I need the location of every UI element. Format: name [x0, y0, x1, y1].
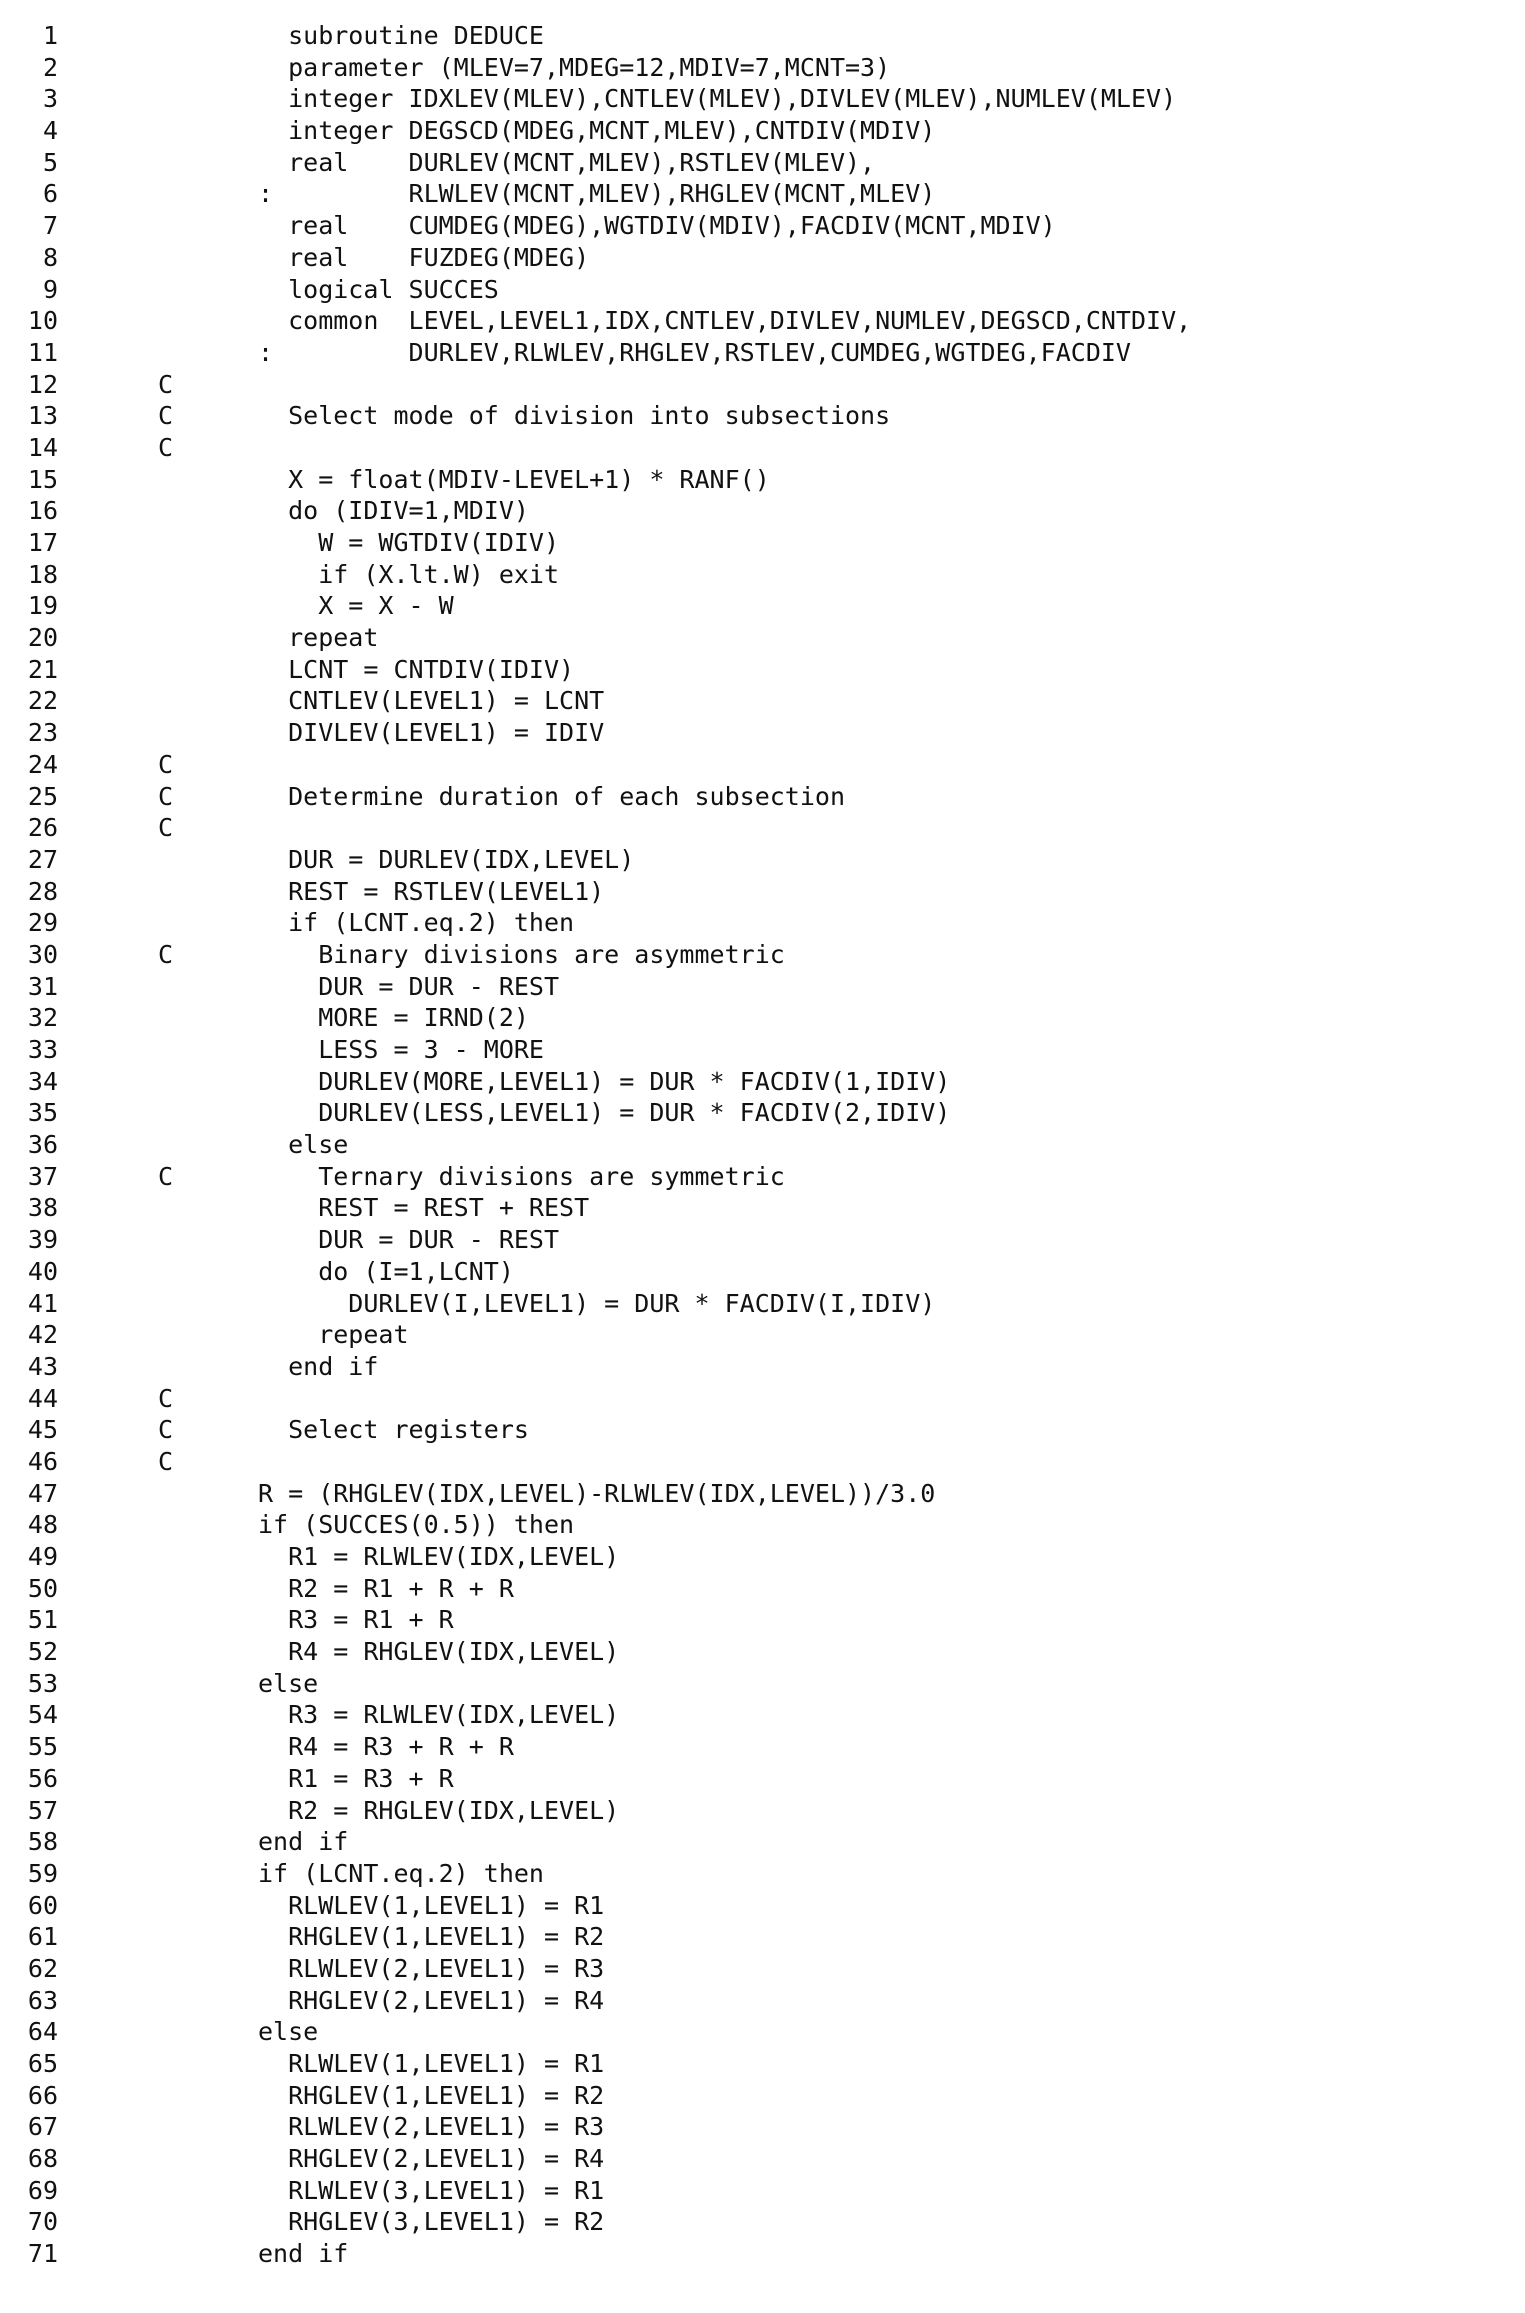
- code-line: [0, 1604, 1525, 1636]
- line-number: 56: [27, 1763, 58, 1793]
- code-line: [0, 1414, 1525, 1446]
- code-line: [0, 1795, 1525, 1827]
- code-text: if (SUCCES(0.5)) then: [258, 1510, 575, 1540]
- line-number: 13: [27, 401, 58, 431]
- line-number: 28: [27, 876, 58, 906]
- code-line: [0, 1351, 1525, 1383]
- code-line: [0, 52, 1525, 84]
- code-line: [0, 1319, 1525, 1351]
- code-line: [0, 685, 1525, 717]
- code-line: [0, 20, 1525, 52]
- line-number: 48: [27, 1510, 58, 1540]
- code-line: [0, 242, 1525, 274]
- comment-marker: C: [158, 432, 174, 462]
- code-line: [0, 1256, 1525, 1288]
- code-line: [0, 1668, 1525, 1700]
- code-text: RHGLEV(2,LEVEL1) = R4: [258, 1985, 605, 2015]
- code-line: [0, 654, 1525, 686]
- code-text: RHGLEV(1,LEVEL1) = R2: [258, 2080, 605, 2110]
- code-text: R2 = RHGLEV(IDX,LEVEL): [258, 1795, 620, 1825]
- line-number: 43: [27, 1351, 58, 1381]
- code-text: real FUZDEG(MDEG): [258, 242, 590, 272]
- code-line: [0, 812, 1525, 844]
- code-line: [0, 1953, 1525, 1985]
- code-line: [0, 527, 1525, 559]
- line-number: 66: [27, 2080, 58, 2110]
- code-line: [0, 1985, 1525, 2017]
- code-line: [0, 2048, 1525, 2080]
- line-number: 49: [27, 1542, 58, 1571]
- line-number: 15: [27, 464, 58, 494]
- code-text: RLWLEV(1,LEVEL1) = R1: [258, 2049, 605, 2078]
- code-text: LCNT = CNTDIV(IDIV): [258, 654, 575, 684]
- code-text: DURLEV(MORE,LEVEL1) = DUR * FACDIV(1,IDIV): [258, 1066, 951, 1096]
- code-listing: [0, 20, 1525, 2270]
- line-number: 14: [27, 432, 58, 462]
- line-number: 51: [27, 1605, 58, 1635]
- code-line: [0, 369, 1525, 401]
- code-text: DIVLEV(LEVEL1) = IDIV: [258, 718, 605, 748]
- comment-marker: C: [158, 749, 174, 779]
- code-text: else: [258, 2017, 319, 2047]
- code-line: [0, 1097, 1525, 1129]
- code-text: : DURLEV,RLWLEV,RHGLEV,RSTLEV,CUMDEG,WGTDEG,FACDIV: [258, 337, 1131, 367]
- line-number: 32: [27, 1003, 58, 1033]
- line-number: 47: [27, 1478, 58, 1508]
- code-text: integer DEGSCD(MDEG,MCNT,MLEV),CNTDIV(MDIV): [258, 116, 936, 146]
- code-text: repeat: [258, 1320, 409, 1350]
- code-text: R1 = R3 + R: [258, 1763, 454, 1793]
- code-line: [0, 1161, 1525, 1193]
- code-line: [0, 2238, 1525, 2270]
- code-line: [0, 337, 1525, 369]
- code-text: DURLEV(LESS,LEVEL1) = DUR * FACDIV(2,IDIV): [258, 1098, 951, 1128]
- code-text: R2 = R1 + R + R: [258, 1573, 514, 1603]
- code-text: RHGLEV(2,LEVEL1) = R4: [258, 2144, 605, 2174]
- code-text: RLWLEV(2,LEVEL1) = R3: [258, 1953, 605, 1983]
- code-line: [0, 907, 1525, 939]
- line-number: 35: [27, 1098, 58, 1128]
- line-number: 20: [27, 623, 58, 653]
- line-number: 7: [42, 211, 58, 241]
- code-text: do (IDIV=1,MDIV): [258, 496, 529, 526]
- code-line: [0, 1731, 1525, 1763]
- line-number: 61: [27, 1922, 58, 1952]
- line-number: 4: [42, 116, 58, 146]
- code-line: [0, 83, 1525, 115]
- code-text: RHGLEV(3,LEVEL1) = R2: [258, 2207, 605, 2237]
- line-number: 5: [42, 147, 58, 177]
- code-text: end if: [258, 1827, 349, 1857]
- code-line: [0, 559, 1525, 591]
- code-text: DUR = DUR - REST: [258, 1225, 560, 1255]
- line-number: 39: [27, 1225, 58, 1255]
- code-line: [0, 178, 1525, 210]
- code-line: [0, 1826, 1525, 1858]
- code-text: if (LCNT.eq.2) then: [258, 1858, 544, 1888]
- comment-marker: C: [158, 1383, 174, 1413]
- line-number: 25: [27, 781, 58, 811]
- comment-marker: C: [158, 813, 174, 843]
- code-text: real DURLEV(MCNT,MLEV),RSTLEV(MLEV),: [258, 147, 876, 177]
- code-line: [0, 1636, 1525, 1668]
- comment-marker: C: [158, 939, 174, 969]
- code-line: [0, 432, 1525, 464]
- code-line: [0, 1002, 1525, 1034]
- line-number: 16: [27, 496, 58, 526]
- code-line: [0, 400, 1525, 432]
- line-number: 6: [42, 179, 58, 209]
- code-text: subroutine DEDUCE: [258, 21, 544, 50]
- line-number: 23: [27, 718, 58, 748]
- code-text: REST = RSTLEV(LEVEL1): [258, 876, 605, 906]
- code-text: R4 = RHGLEV(IDX,LEVEL): [258, 1637, 620, 1667]
- line-number: 40: [27, 1256, 58, 1286]
- code-text: : RLWLEV(MCNT,MLEV),RHGLEV(MCNT,MLEV): [258, 179, 936, 209]
- line-number: 31: [27, 971, 58, 1001]
- code-text: RLWLEV(3,LEVEL1) = R1: [258, 2175, 605, 2205]
- code-line: [0, 1129, 1525, 1161]
- line-number: 62: [27, 1953, 58, 1983]
- comment-marker: C: [158, 369, 174, 399]
- line-number: 36: [27, 1130, 58, 1160]
- line-number: 17: [27, 528, 58, 557]
- code-line: [0, 495, 1525, 527]
- code-text: R3 = R1 + R: [258, 1605, 454, 1635]
- line-number: 67: [27, 2112, 58, 2142]
- code-line: [0, 2111, 1525, 2143]
- line-number: 71: [27, 2239, 58, 2269]
- code-line: [0, 2175, 1525, 2207]
- code-line: [0, 115, 1525, 147]
- line-number: 45: [27, 1415, 58, 1445]
- code-line: [0, 622, 1525, 654]
- comment-marker: C: [158, 1161, 174, 1191]
- code-line: [0, 1921, 1525, 1953]
- line-number: 12: [27, 369, 58, 399]
- code-text: logical SUCCES: [258, 274, 499, 304]
- line-number: 38: [27, 1193, 58, 1223]
- line-number: 42: [27, 1320, 58, 1350]
- code-text: Select registers: [258, 1415, 529, 1445]
- code-text: integer IDXLEV(MLEV),CNTLEV(MLEV),DIVLEV(MLEV),NUMLEV(MLEV): [258, 84, 1177, 114]
- line-number: 29: [27, 908, 58, 938]
- line-number: 21: [27, 654, 58, 684]
- line-number: 11: [27, 337, 58, 367]
- code-line: [0, 1383, 1525, 1415]
- code-text: Binary divisions are asymmetric: [258, 939, 785, 969]
- code-line: [0, 939, 1525, 971]
- code-line: [0, 1288, 1525, 1320]
- line-number: 57: [27, 1795, 58, 1825]
- line-number: 8: [42, 242, 58, 272]
- code-line: [0, 1858, 1525, 1890]
- line-number: 52: [27, 1637, 58, 1667]
- code-text: R = (RHGLEV(IDX,LEVEL)-RLWLEV(IDX,LEVEL))/3.0: [258, 1478, 936, 1508]
- code-text: DUR = DUR - REST: [258, 971, 560, 1001]
- code-text: Ternary divisions are symmetric: [258, 1161, 785, 1191]
- code-text: Select mode of division into subsections: [258, 401, 891, 431]
- code-line: [0, 590, 1525, 622]
- code-line: [0, 1573, 1525, 1605]
- line-number: 30: [27, 939, 58, 969]
- line-number: 46: [27, 1446, 58, 1476]
- code-text: W = WGTDIV(IDIV): [258, 528, 560, 557]
- line-number: 55: [27, 1732, 58, 1762]
- code-line: [0, 1699, 1525, 1731]
- line-number: 24: [27, 749, 58, 779]
- line-number: 70: [27, 2207, 58, 2237]
- line-number: 50: [27, 1573, 58, 1603]
- code-text: if (LCNT.eq.2) then: [258, 908, 575, 938]
- code-text: else: [258, 1130, 349, 1160]
- code-text: end if: [258, 1351, 379, 1381]
- code-line: [0, 1541, 1525, 1573]
- code-line: [0, 2080, 1525, 2112]
- line-number: 3: [42, 84, 58, 114]
- code-line: [0, 1478, 1525, 1510]
- code-text: else: [258, 1668, 319, 1698]
- code-line: [0, 1509, 1525, 1541]
- code-text: common LEVEL,LEVEL1,IDX,CNTLEV,DIVLEV,NUMLEV,DEGSCD,CNTDIV,: [258, 306, 1192, 336]
- line-number: 68: [27, 2144, 58, 2174]
- code-line: [0, 2016, 1525, 2048]
- code-text: if (X.lt.W) exit: [258, 559, 560, 589]
- code-text: do (I=1,LCNT): [258, 1256, 514, 1286]
- line-number: 33: [27, 1035, 58, 1064]
- code-text: LESS = 3 - MORE: [258, 1035, 544, 1064]
- code-line: [0, 1066, 1525, 1098]
- comment-marker: C: [158, 401, 174, 431]
- line-number: 27: [27, 844, 58, 874]
- line-number: 1: [42, 21, 58, 50]
- code-text: REST = REST + REST: [258, 1193, 590, 1223]
- line-number: 2: [42, 52, 58, 82]
- line-number: 54: [27, 1700, 58, 1730]
- code-text: R3 = RLWLEV(IDX,LEVEL): [258, 1700, 620, 1730]
- code-line: [0, 844, 1525, 876]
- code-text: R4 = R3 + R + R: [258, 1732, 514, 1762]
- line-number: 53: [27, 1668, 58, 1698]
- code-text: X = X - W: [258, 591, 454, 621]
- line-number: 59: [27, 1858, 58, 1888]
- line-number: 63: [27, 1985, 58, 2015]
- code-line: [0, 876, 1525, 908]
- code-line: [0, 305, 1525, 337]
- code-line: [0, 1446, 1525, 1478]
- code-line: [0, 1192, 1525, 1224]
- code-line: [0, 2143, 1525, 2175]
- line-number: 34: [27, 1066, 58, 1096]
- line-number: 9: [42, 274, 58, 304]
- line-number: 44: [27, 1383, 58, 1413]
- line-number: 22: [27, 686, 58, 716]
- comment-marker: C: [158, 1415, 174, 1445]
- code-text: RLWLEV(1,LEVEL1) = R1: [258, 1890, 605, 1920]
- line-number: 10: [27, 306, 58, 336]
- line-number: 41: [27, 1288, 58, 1318]
- code-line: [0, 749, 1525, 781]
- line-number: 58: [27, 1827, 58, 1857]
- code-text: X = float(MDIV-LEVEL+1) * RANF(): [258, 464, 770, 494]
- code-text: R1 = RLWLEV(IDX,LEVEL): [258, 1542, 620, 1571]
- code-line: [0, 147, 1525, 179]
- line-number: 64: [27, 2017, 58, 2047]
- code-line: [0, 2206, 1525, 2238]
- line-number: 37: [27, 1161, 58, 1191]
- code-text: end if: [258, 2239, 349, 2269]
- code-text: MORE = IRND(2): [258, 1003, 529, 1033]
- code-text: repeat: [258, 623, 379, 653]
- comment-marker: C: [158, 781, 174, 811]
- code-line: [0, 971, 1525, 1003]
- line-number: 26: [27, 813, 58, 843]
- comment-marker: C: [158, 1446, 174, 1476]
- line-number: 65: [27, 2049, 58, 2078]
- code-line: [0, 717, 1525, 749]
- code-line: [0, 210, 1525, 242]
- code-text: DURLEV(I,LEVEL1) = DUR * FACDIV(I,IDIV): [258, 1288, 936, 1318]
- code-text: DUR = DURLEV(IDX,LEVEL): [258, 844, 635, 874]
- code-text: RHGLEV(1,LEVEL1) = R2: [258, 1922, 605, 1952]
- line-number: 19: [27, 591, 58, 621]
- code-line: [0, 1034, 1525, 1066]
- code-line: [0, 464, 1525, 496]
- code-text: CNTLEV(LEVEL1) = LCNT: [258, 686, 605, 716]
- code-text: real CUMDEG(MDEG),WGTDIV(MDIV),FACDIV(MCNT,MDIV): [258, 211, 1056, 241]
- code-line: [0, 274, 1525, 306]
- code-line: [0, 781, 1525, 813]
- code-text: RLWLEV(2,LEVEL1) = R3: [258, 2112, 605, 2142]
- code-text: parameter (MLEV=7,MDEG=12,MDIV=7,MCNT=3): [258, 52, 891, 82]
- code-line: [0, 1763, 1525, 1795]
- code-line: [0, 1890, 1525, 1922]
- line-number: 69: [27, 2175, 58, 2205]
- line-number: 18: [27, 559, 58, 589]
- code-line: [0, 1224, 1525, 1256]
- line-number: 60: [27, 1890, 58, 1920]
- code-text: Determine duration of each subsection: [258, 781, 845, 811]
